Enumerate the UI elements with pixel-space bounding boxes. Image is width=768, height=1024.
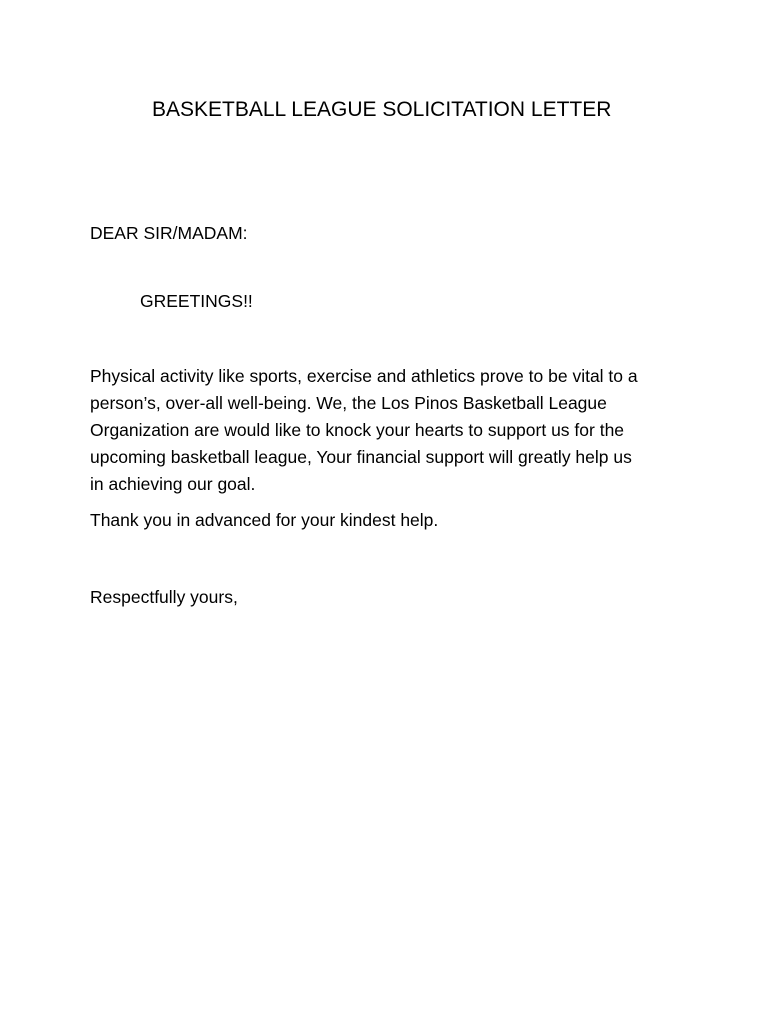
salutation: DEAR SIR/MADAM: <box>90 223 248 243</box>
body-line: upcoming basketball league, Your financial support will greatly help us <box>90 447 632 467</box>
thanks-line: Thank you in advanced for your kindest help. <box>90 510 439 530</box>
closing: Respectfully yours, <box>90 587 238 607</box>
body-paragraph <box>90 363 690 498</box>
body-line: person’s, over-all well-being. We, the Los Pinos Basketball League <box>90 393 607 413</box>
body-line: Organization are would like to knock your hearts to support us for the <box>90 420 625 440</box>
body-line: Physical activity like sports, exercise and athletics prove to be vital to a <box>90 366 638 386</box>
letter-title: BASKETBALL LEAGUE SOLICITATION LETTER <box>152 98 612 121</box>
body-line: in achieving our goal. <box>90 474 256 494</box>
greeting: GREETINGS!! <box>140 291 253 311</box>
